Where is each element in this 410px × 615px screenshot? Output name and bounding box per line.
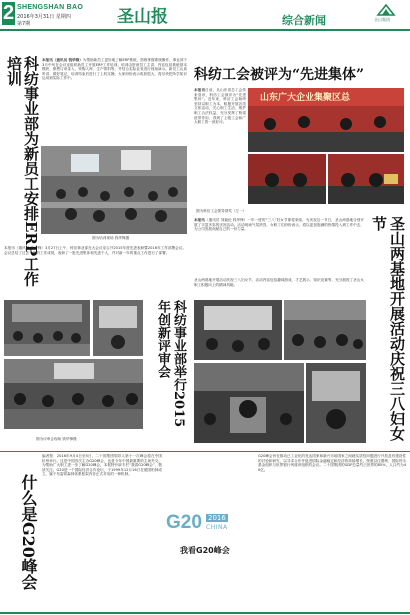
womens-day-photo-1 bbox=[194, 300, 282, 360]
paper-name-en: SHENGSHAN BAO bbox=[17, 4, 84, 11]
article-mid-body2: 圣山两基地开展活动庆祝三八妇女节，活动内容包括趣味游戏、才艺展示、知识竞赛等，充分展现了圣山女职工积极向上的精神风貌。 bbox=[194, 278, 364, 287]
womens-day-photo-2 bbox=[284, 300, 366, 360]
article-left-top-title: 科纺事业部为新员工安排ERP工作培训 bbox=[5, 56, 40, 287]
article-top-right-body bbox=[194, 88, 246, 216]
group-logo-icon bbox=[376, 2, 396, 16]
article-mid-body bbox=[194, 218, 364, 276]
womens-day-photo-3 bbox=[194, 363, 304, 443]
article-top-right-title: 科纺工会被评为“先进集体” bbox=[194, 67, 365, 83]
byline: 本报讯 bbox=[194, 218, 205, 222]
review-photo-3 bbox=[4, 359, 143, 429]
body-text: （通讯员 刘毅伦 钱华锋）一年一度的“三八”妇女节即将来临，为庆祝这一节日，圣山两基地分别开展了丰富多彩的庆祝活动。活动现场气氛热烈，女职工们纷纷表示，将以更加饱满的热情投入到工作中去，为公司发展贡献自己的一份力量。 bbox=[194, 218, 364, 232]
byline: 本报讯（通讯员 钱华锋） bbox=[42, 58, 83, 62]
award-photo-caption: 图为科纺工会领导领奖（左一） bbox=[196, 209, 247, 213]
award-photo-2 bbox=[248, 154, 326, 204]
training-photo-caption: 图为培训现场 钱华锋摄 bbox=[92, 236, 130, 240]
training-photo bbox=[41, 146, 187, 234]
g20-logo-mark: G20 bbox=[166, 512, 202, 533]
article-left-top-body bbox=[42, 58, 187, 158]
body-text: 日前，从山东省总工会传来喜讯，科纺工会被评为“先进集体”。近年来，科纺工会始终坚持以职工为本，积极开展各类文体活动，关心职工生活，维护职工合法权益，充分发挥了桥梁纽带作用，得到了上级工会和广大职工的一致好评。 bbox=[194, 88, 246, 125]
byline: 本报讯 bbox=[194, 88, 206, 92]
g20-logo-year: 2016 bbox=[208, 514, 226, 522]
award-banner-text: 山东广大企业集聚区总 bbox=[260, 93, 351, 103]
award-photo-3 bbox=[328, 154, 404, 204]
section-title: 综合新闻 bbox=[282, 14, 326, 27]
g20-logo-country: CHINA bbox=[206, 524, 228, 531]
womens-day-photo-4 bbox=[306, 363, 366, 443]
g20-body-right: G20峰会旨在推动已工业化的发达国家和新兴市场国家之间就实质性问题进行开放及有建设性的讨论和研究，以寻求合作并促进国际金融稳定和经济的持续增长。按照以往惯例，国际货币基金组织与世界银行列席该组织的会议。二十国集团的GDP总量约占世界的85%，人口约为40亿。 bbox=[258, 454, 406, 472]
group-logo-text: 圣山集团 bbox=[374, 17, 390, 22]
review-photo-1 bbox=[4, 300, 90, 356]
g20-logo bbox=[166, 512, 256, 546]
article-right-vertical-title: 圣山两基地开展活动庆祝三八妇女节 bbox=[370, 216, 406, 441]
issue-number: 第7期 bbox=[17, 21, 31, 27]
g20-section-title: 什么是G20峰会 bbox=[19, 474, 38, 590]
body-text: 为帮助新员工更好地了解ERP系统，熟练掌握系统操作，事业部于3月中旬在会议室组织新员工开展ERP工作培训。培训由资深员工主讲，内容包括系统基本模块、销售订单录入、采购入库、生产领料等，并结合实际业务进行现场演示。新员工认真听讲、做好笔记，培训结束后进行了上机实操，大家纷纷表示收获很大，将尽快把所学知识运用到实际工作中。 bbox=[42, 58, 187, 81]
article-left-mid-title: 科纺事业部举行2015年创新评审会 bbox=[155, 300, 186, 428]
footer-rule bbox=[0, 612, 410, 614]
g20-body-left: 编者按：2016年9月4日至5日，二十国集团领导人第十一次峰会将在中国杭州举行。这是中国首次主办G20峰会，也是今年中国最重要的主场外交。为帮助广大职工进一步了解G20峰会，本报特开辟专栏“我看G20峰会”，敬请关注。G20是一个国际经济合作论坛，于1999年12月16日在德国柏林成立，属于布雷顿森林体系框架内非正式对话的一种机制。 bbox=[42, 454, 162, 477]
date-line: 2016年3月31日 星期四 bbox=[17, 14, 71, 20]
header-rule bbox=[0, 29, 410, 31]
article-left-second-body: 本报讯（通讯员 钱华锋）3月27日上午，科纺事业部在大会议室召开2015年度先进表彰暨2016年工作部署会议。会议总结了过去一年的工作成绩，表彰了一批先进集体和先进个人，并对新一年的重点工作进行了部署。 bbox=[4, 246, 186, 255]
paper-name-cn: 圣山报 bbox=[117, 7, 168, 27]
page-number: 2 bbox=[2, 2, 15, 24]
g20-slogan: 我看G20峰会 bbox=[180, 546, 230, 555]
review-photo-2 bbox=[93, 300, 143, 356]
bottom-section-rule bbox=[0, 451, 410, 452]
review-photo-caption: 图为评审会现场 钱华锋摄 bbox=[36, 437, 77, 441]
